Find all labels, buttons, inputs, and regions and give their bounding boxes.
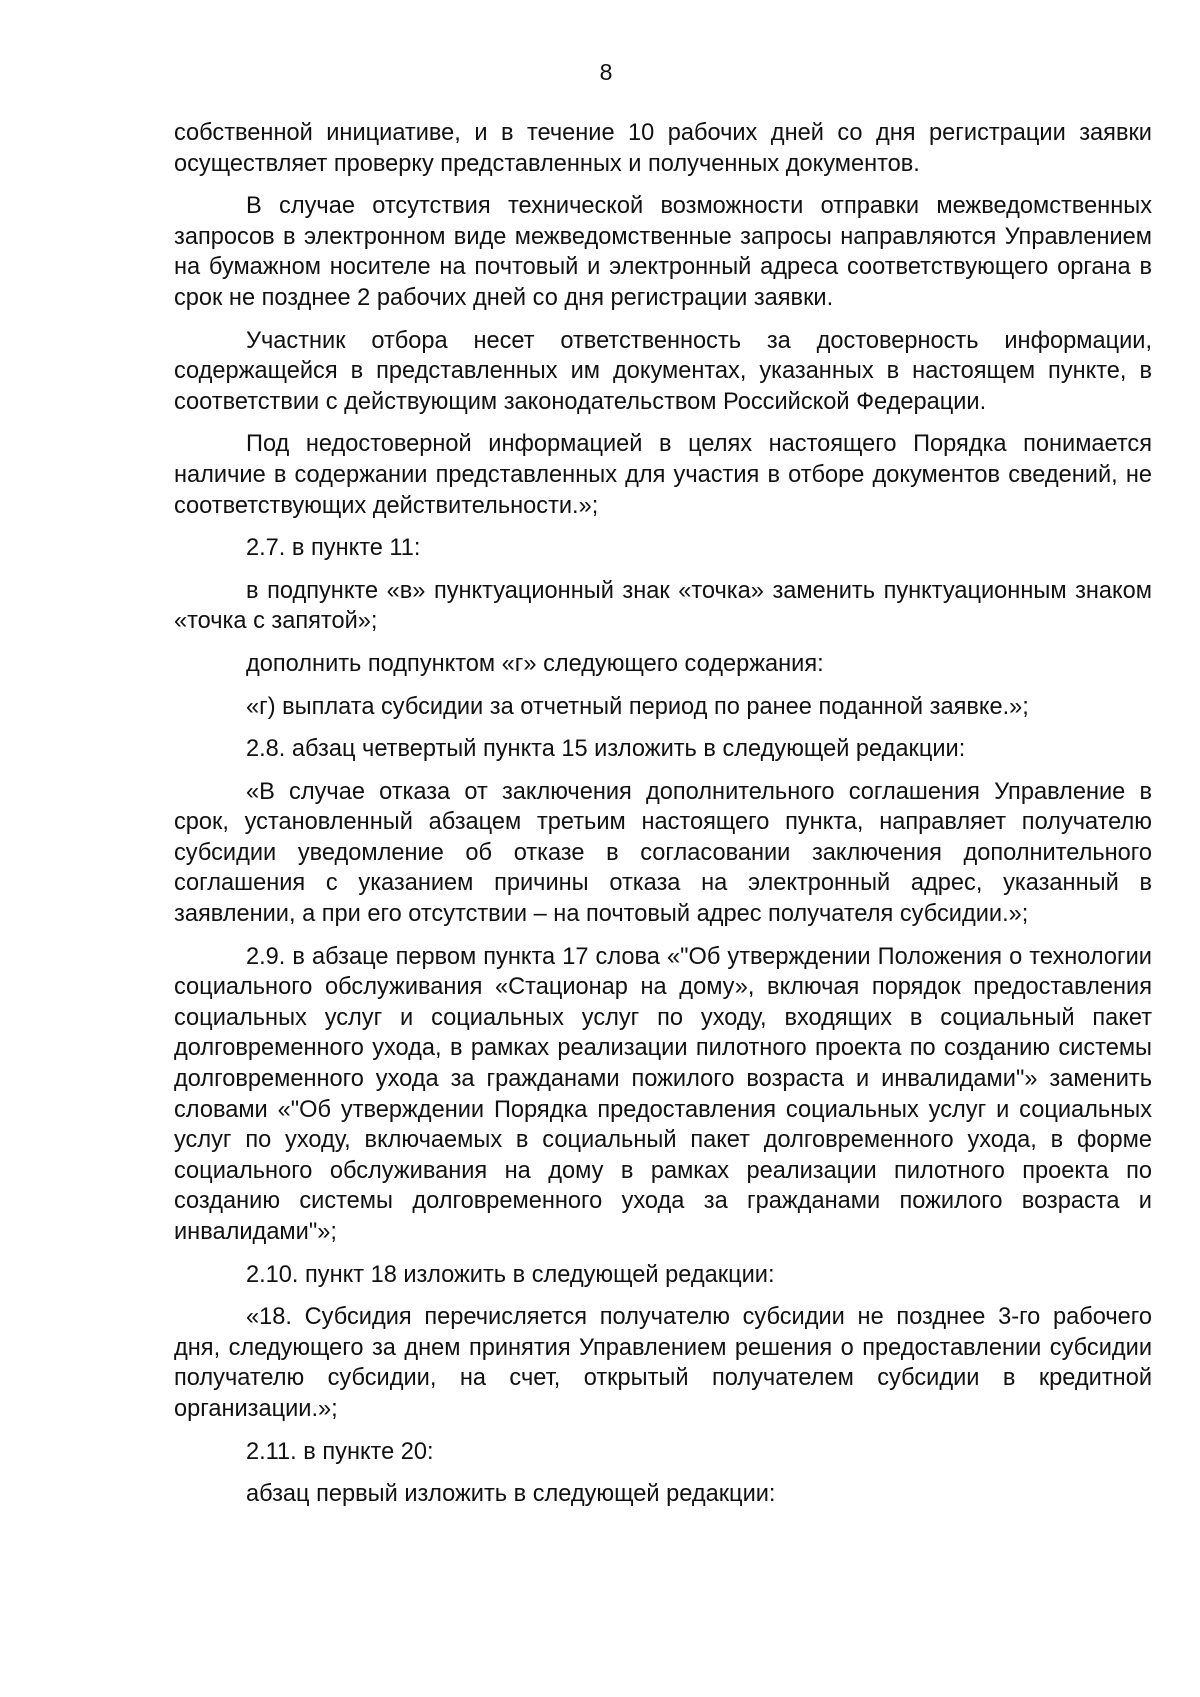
- paragraph-first-abzac: абзац первый изложить в следующей редакции:: [246, 1481, 776, 1508]
- page-number: 8: [599, 59, 613, 85]
- paragraph-unreliable-information: Под недостоверной информацией в целях настоящего Порядка понимается наличие в содержании представленных для участия в отборе документов сведений, не соответствующих действительности.»;: [174, 431, 1152, 519]
- paragraph-subitem-v: в подпункте «в» пунктуационный знак «точка» заменить пунктуационным знаком «точка с запятой»;: [174, 577, 1152, 635]
- paragraph-participant-responsibility: Участник отбора несет ответственность за достоверность информации, содержащейся в представленных им документах, указанных в настоящем пункте, в соответствии с действующим законодательством Российской Федерации.: [174, 327, 1152, 415]
- paragraph-subitem-g-text: «г) выплата субсидии за отчетный период по ранее поданной заявке.»;: [246, 693, 1029, 720]
- paragraph-continuation: собственной инициативе, и в течение 10 рабочих дней со дня регистрации заявки осуществляет проверку представленных и полученных документов.: [174, 120, 1152, 177]
- paragraph-interdepartmental-requests: В случае отсутствия технической возможности отправки межведомственных запросов в электронном виде межведомственные запросы направляются Управлением на бумажном носителе на почтовый и электронный адреса соответствующего органа в срок не позднее 2 рабочих дней со дня регистрации заявки.: [174, 193, 1152, 311]
- paragraph-item-2-7: 2.7. в пункте 11:: [246, 535, 421, 562]
- paragraph-item-2-11: 2.11. в пункте 20:: [246, 1438, 434, 1465]
- document-body: [174, 118, 1152, 1522]
- paragraph-item-2-10: 2.10. пункт 18 изложить в следующей редакции:: [246, 1261, 775, 1288]
- paragraph-item-18-text: «18. Субсидия перечисляется получателю субсидии не позднее 3-го рабочего дня, следующего за днем принятия Управлением решения о предоставлении субсидии получателю субсидии, на счет, открытый получателем субсидии в кредитной организации.»;: [174, 1304, 1152, 1422]
- paragraph-item-2-8: 2.8. абзац четвертый пункта 15 изложить в следующей редакции:: [246, 736, 966, 763]
- paragraph-add-subitem-g: дополнить подпунктом «г» следующего содержания:: [246, 650, 824, 677]
- paragraph-item-2-9: 2.9. в абзаце первом пункта 17 слова «"Об утверждении Положения о технологии социального обслуживания «Стационар на дому», включая порядок предоставления социальных услуг и социальных услуг по уходу, входящих в социальный пакет долговременного ухода, в рамках реализации пилотного проекта по созданию системы долговременного ухода за гражданами пожилого возраста и инвалидами"» заменить словами «"Об утверждении Порядка предоставления социальных услуг и социальных услуг по уходу, включаемых в социальный пакет долговременного ухода, в форме социального обслуживания на дому в рамках реализации пилотного проекта по созданию системы долговременного ухода за гражданами пожилого возраста и инвалидами"»;: [174, 943, 1152, 1245]
- paragraph-refusal-text: «В случае отказа от заключения дополнительного соглашения Управление в срок, установленный абзацем третьим настоящего пункта, направляет получателю субсидии уведомление об отказе в согласовании заключения дополнительного соглашения с указанием причины отказа на электронный адрес, указанный в заявлении, а при его отсутствии – на почтовый адрес получателя субсидии.»;: [174, 778, 1152, 928]
